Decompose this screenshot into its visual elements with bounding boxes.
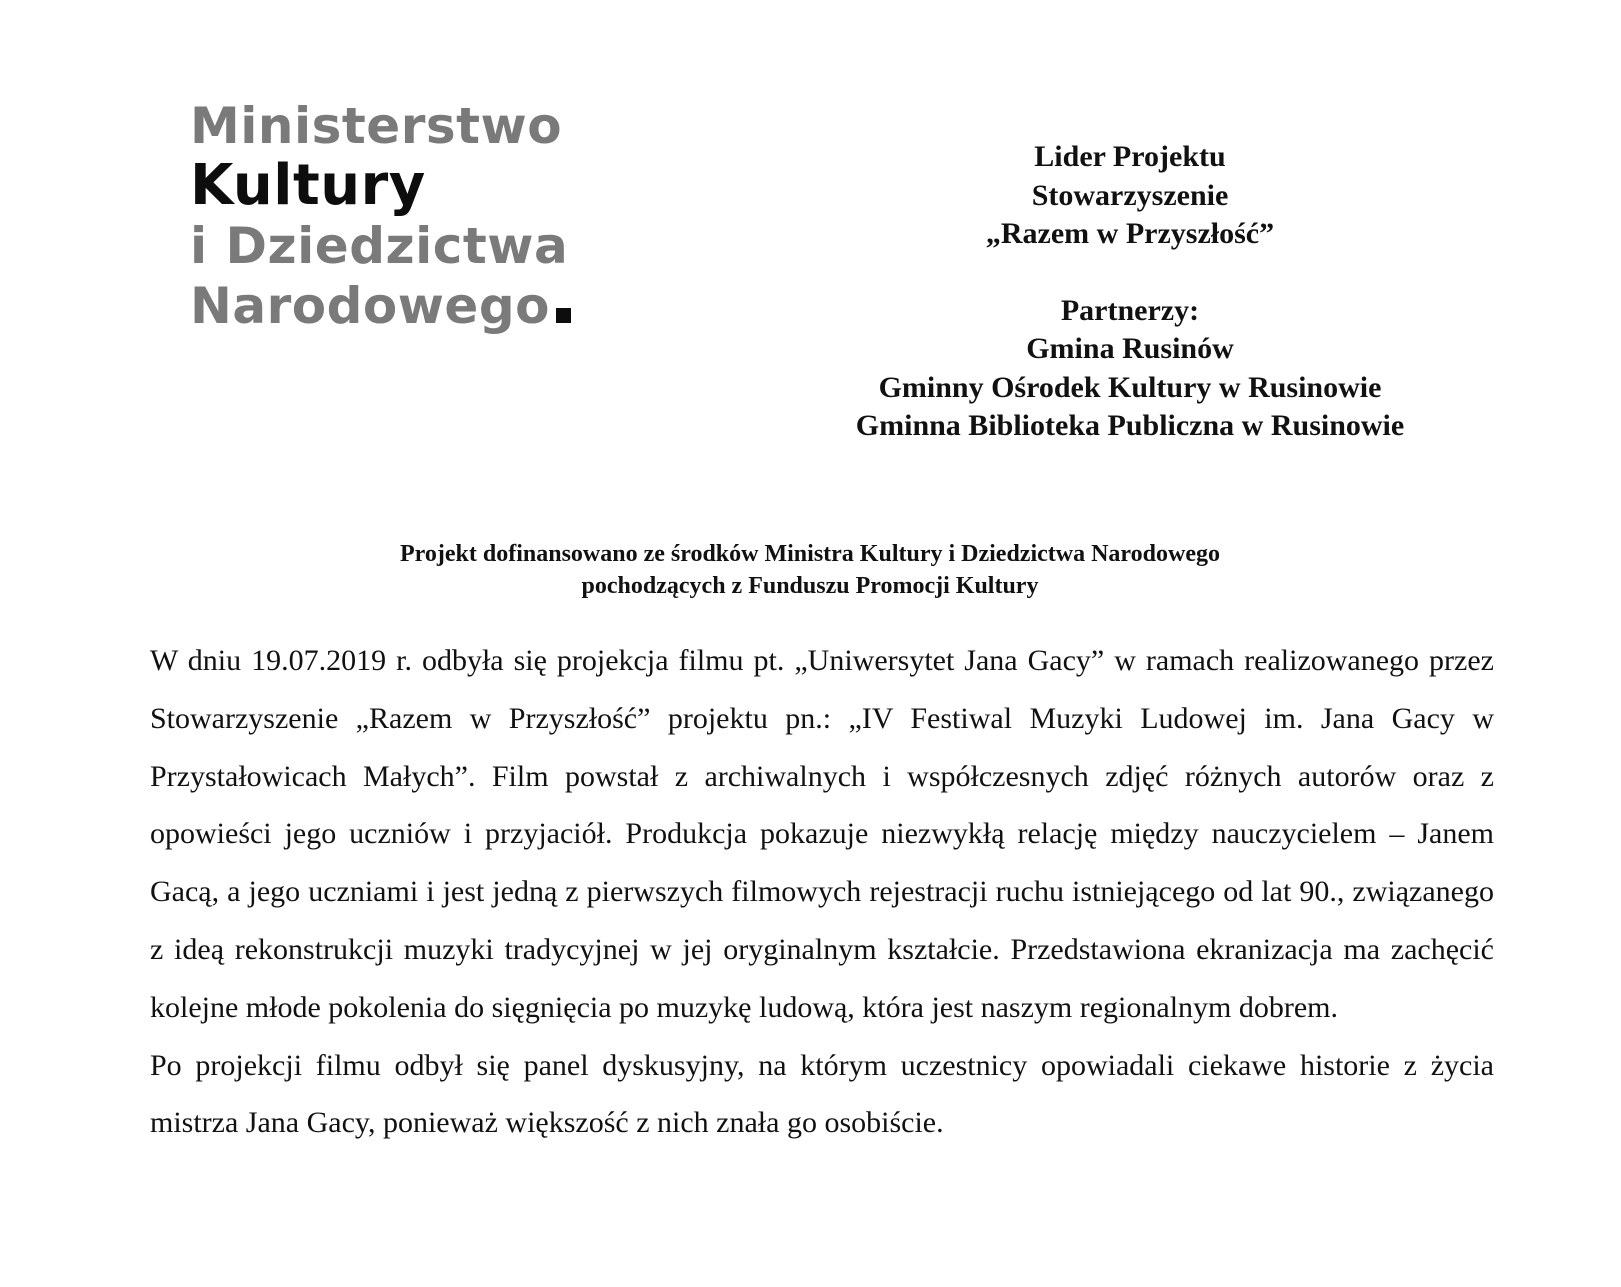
partner-item: Gminna Biblioteka Publiczna w Rusinowie [855, 409, 1405, 442]
leader-heading: Lider Projektu [1034, 140, 1226, 173]
ministry-logo [190, 96, 630, 336]
leader-org-line1: Stowarzyszenie [1031, 178, 1229, 212]
partner-item: Gminny Ośrodek Kultury w Rusinowie [878, 370, 1382, 404]
logo-line-narodowego: Narodowego [190, 277, 550, 335]
leader-spacer [800, 254, 1460, 292]
logo-line-dziedzictwa: i Dziedzictwa [190, 217, 569, 275]
logo-line-narodowego-row [190, 276, 630, 336]
body-paragraph-1: W dniu 19.07.2019 r. odbyła się projekcja filmu pt. „Uniwersytet Jana Gacy” w ramach realizowanego przez Stowarzyszenie „Razem w Przyszłość” projektu pn.: „IV Festiwal Muzyki Ludowej im. Jana Gacy w Przystałowicach Małych”. Film powstał z archiwalnych i współczesnych zdjęć różnych autorów oraz z opowieści jego uczniów i przyjaciół. Produkcja pokazuje niezwykłą relację między nauczycielem – Janem Gacą, a jego uczniami i jest jedną z pierwszych filmowych rejestracji ruchu istniejącego od lat 90., związanego z ideą rekonstrukcji muzyki tradycyjnej w jej oryginalnym kształcie. Przedstawiona ekranizacja ma zachęcić kolejne młode pokolenia do sięgnięcia po muzykę ludową, która jest naszym regionalnym dobrem. [150, 644, 1494, 1024]
partners-heading: Partnerzy: [1060, 293, 1200, 327]
funding-line1: Projekt dofinansowano ze środków Ministra Kultury i Dziedzictwa Narodowego [400, 541, 1220, 567]
funding-line2: pochodzących z Funduszu Promocji Kultury [581, 573, 1039, 599]
article-body [150, 632, 1494, 1152]
logo-dot-icon [556, 308, 571, 323]
partner-item: Gmina Rusinów [1026, 332, 1234, 365]
logo-line-kultury: Kultury [190, 153, 426, 218]
project-leader-block [800, 138, 1460, 446]
logo-line-ministerstwo: Ministerstwo [190, 97, 563, 155]
leader-org-line2: „Razem w Przyszłość” [985, 217, 1275, 250]
body-paragraph-2: Po projekcji filmu odbył się panel dyskusyjny, na którym uczestnicy opowiadali ciekawe historie z życia mistrza Jana Gacy, ponieważ większość z nich znała go osobiście. [150, 1048, 1494, 1140]
funding-notice [100, 538, 1520, 602]
